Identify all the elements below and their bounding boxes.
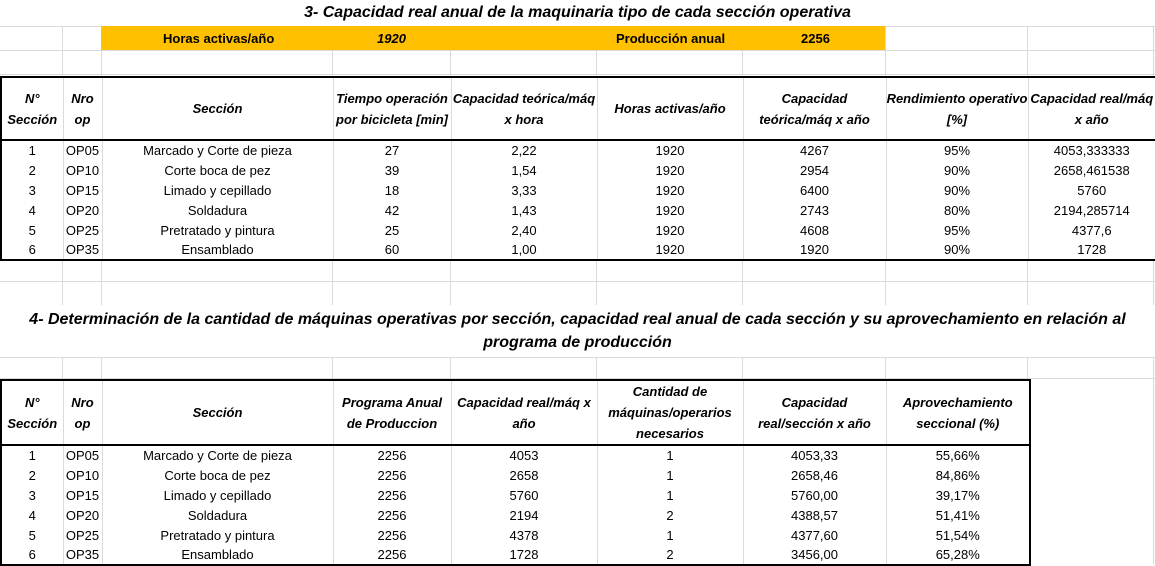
table-cell: OP05 bbox=[63, 140, 102, 160]
header-cell: Capacidad real/máq x año bbox=[1028, 77, 1155, 140]
table-cell: 90% bbox=[886, 180, 1028, 200]
table-cell: OP20 bbox=[63, 200, 102, 220]
table-cell: 1 bbox=[597, 485, 743, 505]
table-cell: 1920 bbox=[597, 160, 743, 180]
header-cell: Capacidad real/máq x año bbox=[451, 380, 597, 445]
header-cell: Capacidad real/sección x año bbox=[743, 380, 886, 445]
header-cell: Rendimiento operativo [%] bbox=[886, 77, 1028, 140]
header-cell: Capacidad teórica/máq x año bbox=[743, 77, 886, 140]
table-cell: 2 bbox=[1, 465, 63, 485]
section4-title-line1: 4- Determinación de la cantidad de máquinas operativas por sección, capacidad real anual de cada sección y su aprovechamiento en relación al bbox=[29, 311, 1126, 328]
table-cell: 3456,00 bbox=[743, 545, 886, 565]
table-cell: Limado y cepillado bbox=[102, 485, 333, 505]
table-cell: Soldadura bbox=[102, 200, 333, 220]
table-cell: 1728 bbox=[1028, 240, 1155, 260]
table-cell: Marcado y Corte de pieza bbox=[102, 140, 333, 160]
header-cell: Horas activas/año bbox=[597, 77, 743, 140]
table-row bbox=[1, 485, 1030, 505]
table-cell: Marcado y Corte de pieza bbox=[102, 445, 333, 465]
table-cell: 1920 bbox=[743, 240, 886, 260]
table-cell: 4608 bbox=[743, 220, 886, 240]
table-cell: Pretratado y pintura bbox=[102, 525, 333, 545]
table-cell: OP10 bbox=[63, 465, 102, 485]
table-cell: 1,43 bbox=[451, 200, 597, 220]
table-cell: 2256 bbox=[333, 545, 451, 565]
table-cell: 4378 bbox=[451, 525, 597, 545]
table-cell: 5760,00 bbox=[743, 485, 886, 505]
header-cell: Nro op bbox=[63, 380, 102, 445]
table-row bbox=[1, 240, 1155, 260]
table-cell: 51,41% bbox=[886, 505, 1030, 525]
header-cell: Cantidad de máquinas/operarios necesarios bbox=[597, 380, 743, 445]
table-cell: 90% bbox=[886, 240, 1028, 260]
table-cell: 2658,461538 bbox=[1028, 160, 1155, 180]
table-cell: 4053 bbox=[451, 445, 597, 465]
table-cell: 2194,285714 bbox=[1028, 200, 1155, 220]
table-cell: 95% bbox=[886, 140, 1028, 160]
header-cell: Sección bbox=[102, 380, 333, 445]
table-cell: 39 bbox=[333, 160, 451, 180]
table-cell: 18 bbox=[333, 180, 451, 200]
table-cell: 3,33 bbox=[451, 180, 597, 200]
table-cell: 4 bbox=[1, 505, 63, 525]
table-cell: 6400 bbox=[743, 180, 886, 200]
table-row bbox=[1, 140, 1155, 160]
table-cell: Ensamblado bbox=[102, 545, 333, 565]
table-cell: 5760 bbox=[451, 485, 597, 505]
section4-title bbox=[0, 305, 1155, 357]
table-cell: 1 bbox=[597, 465, 743, 485]
table-cell: 2 bbox=[1, 160, 63, 180]
table-cell: 2743 bbox=[743, 200, 886, 220]
table-cell: 1 bbox=[597, 445, 743, 465]
table-cell: 39,17% bbox=[886, 485, 1030, 505]
table-cell: 2256 bbox=[333, 445, 451, 465]
table-cell: OP20 bbox=[63, 505, 102, 525]
table-cell: 51,54% bbox=[886, 525, 1030, 545]
header-cell: Tiempo operación por bicicleta [min] bbox=[333, 77, 451, 140]
header-cell: Aprovechamiento seccional (%) bbox=[886, 380, 1030, 445]
table-cell: 27 bbox=[333, 140, 451, 160]
table-cell: 1920 bbox=[597, 200, 743, 220]
header-cell: Nro op bbox=[63, 77, 102, 140]
table-cell: 2256 bbox=[333, 465, 451, 485]
table-cell: 25 bbox=[333, 220, 451, 240]
table-cell: OP25 bbox=[63, 220, 102, 240]
table-cell: OP35 bbox=[63, 240, 102, 260]
table-cell: OP25 bbox=[63, 525, 102, 545]
table-cell: 1728 bbox=[451, 545, 597, 565]
table-cell: 84,86% bbox=[886, 465, 1030, 485]
table-cell: 5 bbox=[1, 525, 63, 545]
production-label: Producción anual bbox=[616, 30, 726, 46]
table-cell: OP10 bbox=[63, 160, 102, 180]
table-cell: 6 bbox=[1, 240, 63, 260]
table-cell: 2 bbox=[597, 545, 743, 565]
hours-label: Horas activas/año bbox=[163, 30, 275, 46]
table-row bbox=[1, 545, 1030, 565]
table-cell: Corte boca de pez bbox=[102, 160, 333, 180]
table-cell: 1 bbox=[1, 140, 63, 160]
section3-title: 3- Capacidad real anual de la maquinaria tipo de cada sección operativa bbox=[0, 0, 1155, 26]
table-cell: Pretratado y pintura bbox=[102, 220, 333, 240]
table-cell: Ensamblado bbox=[102, 240, 333, 260]
table-cell: 1 bbox=[597, 525, 743, 545]
table-cell: 95% bbox=[886, 220, 1028, 240]
table-cell: 1 bbox=[1, 445, 63, 465]
table-cell: 1920 bbox=[597, 220, 743, 240]
table-cell: 4053,333333 bbox=[1028, 140, 1155, 160]
table-row bbox=[1, 465, 1030, 485]
production-value: 2256 bbox=[801, 30, 830, 46]
table-cell: 6 bbox=[1, 545, 63, 565]
table-cell: 60 bbox=[333, 240, 451, 260]
table-cell: 1920 bbox=[597, 180, 743, 200]
section4-title-line2: programa de producción bbox=[483, 334, 672, 351]
table-cell: 1920 bbox=[597, 240, 743, 260]
table-row bbox=[1, 180, 1155, 200]
table-cell: 4053,33 bbox=[743, 445, 886, 465]
table-cell: 2256 bbox=[333, 485, 451, 505]
table-cell: 4377,6 bbox=[1028, 220, 1155, 240]
table-cell: 2194 bbox=[451, 505, 597, 525]
table-cell: 5760 bbox=[1028, 180, 1155, 200]
table-cell: OP15 bbox=[63, 485, 102, 505]
table-cell: 2954 bbox=[743, 160, 886, 180]
table-cell: 4 bbox=[1, 200, 63, 220]
table-cell: 2256 bbox=[333, 525, 451, 545]
table-cell: 3 bbox=[1, 180, 63, 200]
table-row bbox=[1, 200, 1155, 220]
table-header-row bbox=[1, 77, 1155, 140]
table-cell: 4267 bbox=[743, 140, 886, 160]
table-cell: OP35 bbox=[63, 545, 102, 565]
table-cell: 55,66% bbox=[886, 445, 1030, 465]
header-cell: Capacidad teórica/máq x hora bbox=[451, 77, 597, 140]
table-cell: 1,00 bbox=[451, 240, 597, 260]
table-cell: 1,54 bbox=[451, 160, 597, 180]
table-cell: OP15 bbox=[63, 180, 102, 200]
table-cell: 3 bbox=[1, 485, 63, 505]
table-row bbox=[1, 525, 1030, 545]
table-cell: 2 bbox=[597, 505, 743, 525]
table-cell: 42 bbox=[333, 200, 451, 220]
table-header-row bbox=[1, 380, 1030, 445]
table-cell: 2658,46 bbox=[743, 465, 886, 485]
header-cell: Programa Anual de Produccion bbox=[333, 380, 451, 445]
table-cell: 90% bbox=[886, 160, 1028, 180]
table-cell: OP05 bbox=[63, 445, 102, 465]
hours-value: 1920 bbox=[377, 30, 406, 46]
header-cell: N° Sección bbox=[1, 380, 63, 445]
table-cell: 65,28% bbox=[886, 545, 1030, 565]
table-cell: Soldadura bbox=[102, 505, 333, 525]
table-cell: 4388,57 bbox=[743, 505, 886, 525]
capacity-table bbox=[0, 76, 1155, 261]
header-cell: N° Sección bbox=[1, 77, 63, 140]
table-cell: 2,22 bbox=[451, 140, 597, 160]
table-cell: 5 bbox=[1, 220, 63, 240]
table-cell: 1920 bbox=[597, 140, 743, 160]
table-cell: Limado y cepillado bbox=[102, 180, 333, 200]
table-cell: 2658 bbox=[451, 465, 597, 485]
table-row bbox=[1, 445, 1030, 465]
table-cell: 2,40 bbox=[451, 220, 597, 240]
table-cell: 80% bbox=[886, 200, 1028, 220]
machines-table bbox=[0, 379, 1031, 566]
table-row bbox=[1, 220, 1155, 240]
table-row bbox=[1, 160, 1155, 180]
table-row bbox=[1, 505, 1030, 525]
summary-bar bbox=[101, 26, 885, 50]
table-cell: 4377,60 bbox=[743, 525, 886, 545]
table-cell: Corte boca de pez bbox=[102, 465, 333, 485]
header-cell: Sección bbox=[102, 77, 333, 140]
table-cell: 2256 bbox=[333, 505, 451, 525]
